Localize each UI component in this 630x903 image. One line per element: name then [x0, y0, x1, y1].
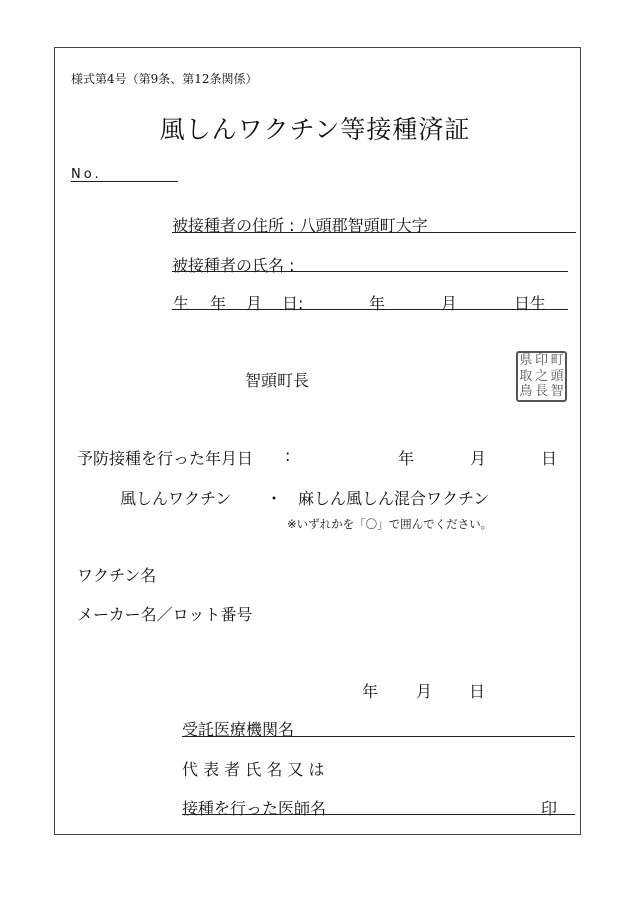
vaccine-option-note: ※いずれかを「〇」で囲んでください。 — [287, 517, 493, 531]
vaccination-date-colon: : — [285, 446, 291, 465]
form-number: 様式第4号（第9条、第12条関係） — [71, 72, 258, 86]
seal-char: 県 — [519, 353, 533, 368]
institution-name-line — [182, 736, 575, 737]
page-title: 風しんワクチン等接種済証 — [159, 115, 471, 144]
seal-char: 取 — [519, 368, 533, 384]
maker-lot-label: メーカー名／ロット番号 — [77, 605, 253, 624]
recipient-name-label: 被接種者の氏名 : — [172, 256, 295, 275]
seal-char: 町 — [550, 353, 564, 368]
recipient-address-label: 被接種者の住所 : 八頭郡智頭町大字 — [172, 216, 428, 235]
vaccination-date-label: 予防接種を行った年月日 — [77, 449, 254, 468]
seal-char: 頭 — [550, 368, 564, 384]
birth-sei: 生 — [173, 294, 190, 313]
birth-year-unit: 年 — [369, 294, 386, 313]
seal-char: 智 — [550, 384, 564, 400]
birth-month-unit: 月 — [441, 294, 458, 313]
official-seal-stamp — [516, 351, 567, 402]
vaccination-month-unit: 月 — [470, 449, 487, 468]
seal-char: 之 — [534, 368, 548, 384]
vaccine-option-mr: 麻しん風しん混合ワクチン — [298, 489, 490, 508]
certificate-number-label: No. — [71, 167, 102, 182]
birth-tsuki: 月 — [246, 294, 263, 313]
vaccine-option-rubella: 風しんワクチン — [120, 489, 232, 508]
certificate-frame — [54, 47, 581, 835]
signature-month-unit: 月 — [416, 682, 433, 701]
vaccination-day-unit: 日 — [541, 449, 558, 468]
certificate-number-line — [71, 181, 178, 182]
institution-name-label: 受託医療機関名 — [182, 720, 295, 739]
birth-hi: 日: — [282, 294, 304, 313]
vaccine-name-label: ワクチン名 — [77, 566, 157, 585]
mayor-title: 智頭町長 — [245, 371, 310, 390]
birth-date-line — [172, 309, 568, 310]
seal-char: 長 — [534, 384, 548, 400]
recipient-address-line — [172, 232, 576, 233]
doctor-name-line — [182, 814, 575, 815]
recipient-name-line — [172, 271, 568, 272]
seal-char: 印 — [534, 353, 548, 368]
birth-day-suffix: 日生 — [514, 294, 547, 313]
representative-label: 代 表 者 氏 名 又 は — [182, 760, 325, 779]
signature-day-unit: 日 — [469, 682, 486, 701]
doctor-name-label: 接種を行った医師名 — [182, 799, 327, 818]
signature-year-unit: 年 — [362, 682, 379, 701]
seal-char: 鳥 — [519, 384, 533, 400]
birth-nen: 年 — [210, 294, 227, 313]
vaccination-year-unit: 年 — [398, 449, 415, 468]
vaccine-option-separator: ・ — [266, 489, 283, 508]
seal-mark: 印 — [541, 799, 558, 818]
